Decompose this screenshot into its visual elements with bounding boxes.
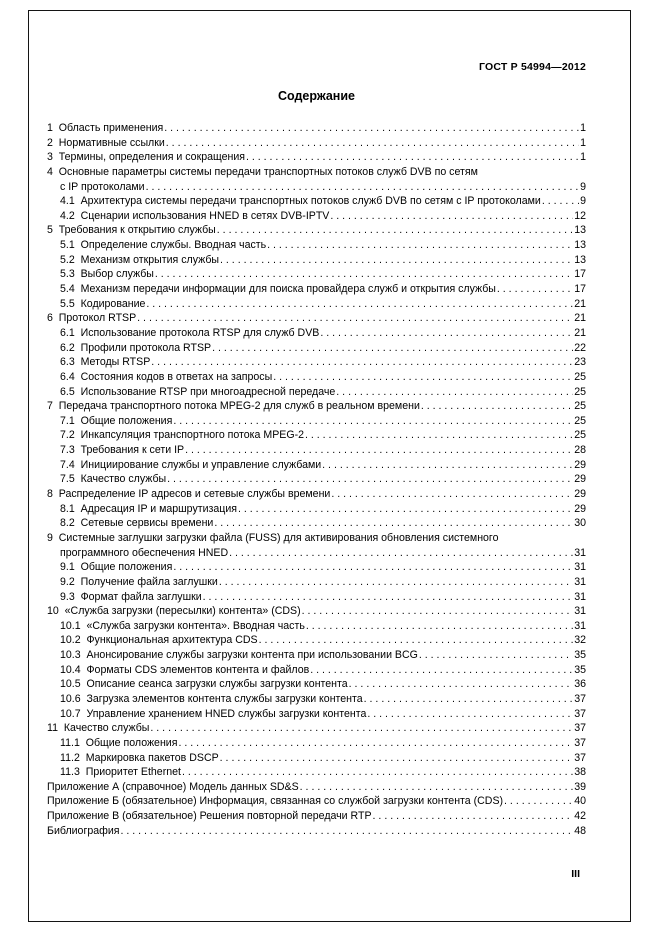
toc-entry-text: 11.1 Общие положения — [60, 736, 178, 749]
toc-row — [47, 297, 586, 312]
toc-entry-text: Приложение В (обязательное) Решения повторной передачи RTP — [47, 810, 372, 823]
toc-row — [47, 721, 586, 736]
toc-page-number: 31 — [574, 561, 586, 574]
toc-row — [47, 443, 586, 458]
toc-row — [47, 780, 586, 795]
toc-row — [47, 794, 586, 809]
toc-page-number: 32 — [574, 634, 586, 647]
toc-leader-dots — [373, 809, 574, 824]
toc-entry-text: программного обеспечения HNED — [60, 546, 229, 559]
toc-page-number: 23 — [574, 356, 586, 369]
toc-page-number: 40 — [574, 795, 586, 808]
toc-leader-dots — [305, 428, 573, 443]
toc-leader-dots — [203, 590, 574, 605]
toc-page-number: 28 — [574, 444, 586, 457]
toc-leader-dots — [220, 253, 573, 268]
toc-page-number: 17 — [574, 268, 586, 281]
toc-page-number: 48 — [574, 824, 586, 837]
toc-leader-dots — [151, 355, 573, 370]
toc-entry-text: 11 Качество службы — [47, 722, 150, 735]
toc-page-number: 25 — [574, 414, 586, 427]
toc-row — [47, 414, 586, 429]
toc-page-number: 17 — [574, 283, 586, 296]
folio-page-number: III — [571, 868, 580, 880]
toc-row — [47, 707, 586, 722]
toc-page-number: 29 — [574, 458, 586, 471]
toc-row — [47, 619, 586, 634]
toc-page-number: 37 — [574, 692, 586, 705]
toc-entry-text: 11.3 Приоритет Ethernet — [60, 766, 181, 779]
toc-entry-text: 10.5 Описание сеанса загрузки службы загрузки контента — [60, 678, 348, 691]
toc-page-number: 25 — [574, 400, 586, 413]
toc-entry-text: 10.4 Форматы CDS элементов контента и файлов — [60, 663, 310, 676]
toc-entry-text: 6.5 Использование RTSP при многоадресной передаче — [60, 385, 336, 398]
toc-row — [47, 487, 586, 502]
toc-row — [47, 165, 586, 180]
toc-list — [47, 121, 586, 838]
toc-row — [47, 458, 586, 473]
toc-row — [47, 136, 586, 151]
toc-leader-dots — [217, 223, 573, 238]
toc-row — [47, 546, 586, 561]
page-content — [47, 0, 586, 935]
toc-row — [47, 516, 586, 531]
toc-page-number: 1 — [580, 136, 586, 149]
toc-leader-dots — [238, 502, 573, 517]
toc-row — [47, 326, 586, 341]
toc-page-number: 37 — [574, 707, 586, 720]
toc-entry-text: 9.2 Получение файла заглушки — [60, 575, 218, 588]
toc-leader-dots — [367, 707, 573, 722]
toc-page-number: 39 — [574, 780, 586, 793]
toc-leader-dots — [178, 736, 573, 751]
toc-entry-text: 10 «Служба загрузки (пересылки) контента» (CDS) — [47, 605, 301, 618]
toc-entry-text: 4 Основные параметры системы передачи транспортных потоков служб DVB по сетям — [47, 165, 478, 178]
toc-entry-text: 7.4 Инициирование службы и управление службами — [60, 458, 322, 471]
toc-row — [47, 633, 586, 648]
toc-leader-dots — [259, 633, 574, 648]
toc-entry-text: Приложение Б (обязательное) Информация, связанная со службой загрузки контента (CDS) — [47, 795, 504, 808]
toc-row — [47, 824, 586, 839]
toc-leader-dots — [214, 516, 573, 531]
toc-leader-dots — [146, 297, 573, 312]
toc-leader-dots — [306, 619, 573, 634]
toc-leader-dots — [320, 326, 573, 341]
toc-entry-text: 8.2 Сетевые сервисы времени — [60, 517, 214, 530]
toc-entry-text: 10.6 Загрузка элементов контента службы загрузки контента — [60, 692, 363, 705]
toc-entry-text: 10.2 Функциональная архитектура CDS — [60, 634, 258, 647]
toc-leader-dots — [302, 604, 574, 619]
toc-entry-text: 10.3 Анонсирование службы загрузки контента при использовании BCG — [60, 649, 418, 662]
toc-leader-dots — [330, 209, 573, 224]
toc-page-number: 31 — [574, 546, 586, 559]
toc-row — [47, 311, 586, 326]
toc-row — [47, 121, 586, 136]
toc-leader-dots — [273, 370, 573, 385]
toc-entry-text: 7.1 Общие положения — [60, 414, 173, 427]
toc-row — [47, 209, 586, 224]
toc-leader-dots — [310, 663, 573, 678]
toc-leader-dots — [246, 150, 579, 165]
toc-leader-dots — [497, 282, 573, 297]
toc-leader-dots — [167, 472, 573, 487]
toc-page-number: 31 — [574, 605, 586, 618]
toc-page-number: 37 — [574, 722, 586, 735]
toc-leader-dots — [421, 399, 573, 414]
toc-page-number: 30 — [574, 517, 586, 530]
toc-row — [47, 560, 586, 575]
toc-entry-text: 6.1 Использование протокола RTSP для служб DVB — [60, 326, 320, 339]
toc-leader-dots — [504, 794, 573, 809]
toc-entry-text: 2 Нормативные ссылки — [47, 136, 165, 149]
toc-row — [47, 736, 586, 751]
toc-entry-text: 4.2 Сценарии использования HNED в сетях DVB-IPTV — [60, 209, 330, 222]
toc-entry-text: 6 Протокол RTSP — [47, 312, 137, 325]
toc-leader-dots — [542, 194, 579, 209]
toc-row — [47, 238, 586, 253]
toc-page-number: 35 — [574, 649, 586, 662]
toc-entry-text: 9.1 Общие положения — [60, 561, 173, 574]
toc-entry-text: 7.2 Инкапсуляция транспортного потока MPEG-2 — [60, 429, 304, 442]
document-code: ГОСТ Р 54994—2012 — [478, 61, 586, 73]
toc-leader-dots — [164, 121, 579, 136]
toc-row — [47, 809, 586, 824]
toc-leader-dots — [322, 458, 573, 473]
toc-page-number: 37 — [574, 751, 586, 764]
toc-entry-text: 8.1 Адресация IP и маршрутизация — [60, 502, 237, 515]
toc-leader-dots — [150, 721, 573, 736]
toc-entry-text: 6.3 Методы RTSP — [60, 356, 151, 369]
toc-row — [47, 648, 586, 663]
toc-row — [47, 150, 586, 165]
toc-page-number: 21 — [574, 297, 586, 310]
toc-page-number: 12 — [574, 209, 586, 222]
toc-entry-text: 5.5 Кодирование — [60, 297, 146, 310]
toc-row — [47, 370, 586, 385]
toc-row — [47, 180, 586, 195]
toc-leader-dots — [146, 180, 579, 195]
toc-row — [47, 282, 586, 297]
toc-page-number: 1 — [580, 151, 586, 164]
toc-leader-dots — [300, 780, 574, 795]
toc-leader-dots — [267, 238, 573, 253]
toc-row — [47, 677, 586, 692]
toc-page-number: 25 — [574, 429, 586, 442]
toc-entry-text: 8 Распределение IP адресов и сетевые службы времени — [47, 488, 331, 501]
toc-page-number: 36 — [574, 678, 586, 691]
toc-leader-dots — [229, 546, 573, 561]
toc-page-number: 25 — [574, 385, 586, 398]
toc-entry-text: 6.4 Состояния кодов в ответах на запросы — [60, 370, 273, 383]
toc-leader-dots — [155, 267, 573, 282]
toc-row — [47, 604, 586, 619]
toc-entry-text: 7 Передача транспортного потока MPEG-2 для служб в реальном времени — [47, 400, 420, 413]
toc-leader-dots — [182, 765, 573, 780]
toc-page-number: 31 — [574, 619, 586, 632]
toc-entry-text: 11.2 Маркировка пакетов DSCP — [60, 751, 219, 764]
toc-row — [47, 575, 586, 590]
toc-leader-dots — [219, 575, 573, 590]
toc-row — [47, 428, 586, 443]
toc-row — [47, 472, 586, 487]
toc-row — [47, 267, 586, 282]
toc-row — [47, 341, 586, 356]
toc-page-number: 9 — [580, 180, 586, 193]
toc-row — [47, 355, 586, 370]
toc-entry-text: Приложение А (справочное) Модель данных SD&S — [47, 780, 299, 793]
toc-page-number: 21 — [574, 312, 586, 325]
toc-entry-text: 4.1 Архитектура системы передачи транспортных потоков служб DVB по сетям с IP протоколами — [60, 195, 541, 208]
toc-page-number: 37 — [574, 736, 586, 749]
toc-row — [47, 194, 586, 209]
toc-row — [47, 223, 586, 238]
toc-entry-text: 6.2 Профили протокола RTSP — [60, 341, 212, 354]
toc-page-number: 35 — [574, 663, 586, 676]
toc-row — [47, 399, 586, 414]
toc-row — [47, 385, 586, 400]
toc-entry-text: 3 Термины, определения и сокращения — [47, 151, 245, 164]
toc-leader-dots — [336, 385, 573, 400]
toc-leader-dots — [173, 414, 573, 429]
toc-row — [47, 692, 586, 707]
toc-row — [47, 663, 586, 678]
toc-entry-text: 10.1 «Служба загрузки контента». Вводная часть — [60, 619, 305, 632]
toc-page-number: 31 — [574, 575, 586, 588]
toc-leader-dots — [419, 648, 573, 663]
toc-entry-text: 7.3 Требования к сети IP — [60, 444, 185, 457]
toc-leader-dots — [212, 341, 573, 356]
toc-leader-dots — [185, 443, 573, 458]
toc-page-number: 22 — [574, 341, 586, 354]
toc-row — [47, 765, 586, 780]
toc-leader-dots — [173, 560, 573, 575]
toc-page-number: 29 — [574, 502, 586, 515]
toc-leader-dots — [349, 677, 574, 692]
toc-leader-dots — [120, 824, 573, 839]
toc-entry-text: 5.3 Выбор службы — [60, 268, 154, 281]
toc-page-number: 21 — [574, 326, 586, 339]
toc-leader-dots — [331, 487, 573, 502]
toc-entry-text: с IP протоколами — [60, 180, 145, 193]
toc-row — [47, 751, 586, 766]
toc-leader-dots — [220, 751, 574, 766]
toc-page-number: 1 — [580, 122, 586, 134]
toc-entry-text: 5.4 Механизм передачи информации для поиска провайдера служб и открытия службы — [60, 283, 496, 296]
toc-page-number: 25 — [574, 370, 586, 383]
toc-leader-dots — [166, 136, 579, 151]
toc-row — [47, 253, 586, 268]
toc-entry-text: 7.5 Качество службы — [60, 473, 167, 486]
toc-entry-text: 1 Область применения — [47, 122, 164, 134]
toc-leader-dots — [137, 311, 573, 326]
toc-page-number: 13 — [574, 239, 586, 252]
toc-page-number: 38 — [574, 766, 586, 779]
toc-entry-text: 9.3 Формат файла заглушки — [60, 590, 202, 603]
toc-page-number: 29 — [574, 488, 586, 501]
toc-page-number: 31 — [574, 590, 586, 603]
toc-page-number: 9 — [580, 195, 586, 208]
toc-page-number: 42 — [574, 810, 586, 823]
toc-row — [47, 590, 586, 605]
toc-leader-dots — [364, 692, 574, 707]
toc-title: Содержание — [277, 89, 355, 103]
toc-row — [47, 531, 586, 546]
toc-page-number: 13 — [574, 224, 586, 237]
toc-entry-text: 10.7 Управление хранением HNED службы загрузки контента — [60, 707, 367, 720]
toc-entry-text: 5 Требования к открытию службы — [47, 224, 216, 237]
toc-page-number: 13 — [574, 253, 586, 266]
toc-entry-text: Библиография — [47, 824, 120, 837]
toc-row — [47, 502, 586, 517]
toc-page-number: 29 — [574, 473, 586, 486]
toc-entry-text: 9 Системные заглушки загрузки файла (FUSS) для активирования обновления системного — [47, 531, 499, 544]
toc-entry-text: 5.2 Механизм открытия службы — [60, 253, 220, 266]
toc-entry-text: 5.1 Определение службы. Вводная часть — [60, 239, 267, 252]
